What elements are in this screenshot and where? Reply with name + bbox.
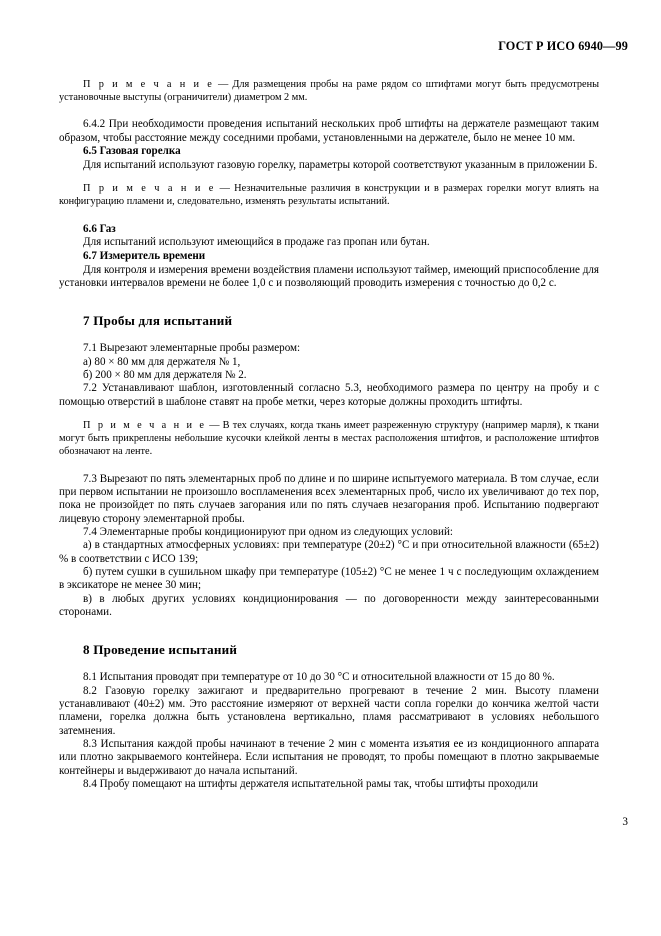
standard-designation: ГОСТ Р ИСО 6940—99 [498, 39, 628, 53]
clause-6-6: Для испытаний используют имеющийся в продаже газ пропан или бутан. [83, 236, 430, 249]
spacer [59, 172, 599, 182]
spacer [59, 209, 599, 223]
note-block [59, 182, 599, 208]
clause-8-4: 8.4 Пробу помещают на штифты держателя испытательной рамы так, чтобы штифты проходили [83, 778, 539, 791]
page-footer [59, 816, 628, 828]
clause-7-1-item-a: а) 80 × 80 мм для держателя № 1, [83, 355, 241, 368]
page-number: 3 [622, 816, 628, 828]
spacer [59, 328, 599, 342]
clause-7-4-item-v: в) в любых других условиях кондиционирования — по договоренности между заинтересованными сторонами. [59, 592, 599, 619]
heading-6-6: 6.6 Газ [83, 222, 116, 235]
heading-section-8: 8 Проведение испытаний [83, 642, 238, 658]
note-text: — Для размещения пробы на раме рядом со штифтами могут быть предусмотрены установочные выступы (ограничители) диаметром 2 мм. [59, 79, 599, 104]
clause-8-2: 8.2 Газовую горелку зажигают и предварительно прогревают в течение 2 мин. Высоту пламени устанавливают (40±2) мм. Это расстояние измеряют от верхней части сопла горелки до кончика желтой части пламени, горелка должна быть установлена вертикально, пламя рассматривают в условиях небольшого затемнения. [59, 684, 599, 737]
clause-7-4-item-b: б) путем сушки в сушильном шкафу при температуре (105±2) °С не менее 1 ч с последующим охлаждением в эксикаторе не менее 30 мин; [59, 566, 599, 592]
clause-6-7: Для контроля и измерения времени воздействия пламени используют таймер, имеющий приспособление для установки интервалов времени не более 1,0 с и позволяющий проводить измерения с точностью до 0,2 с. [59, 263, 599, 289]
clause-8-1: 8.1 Испытания проводят при температуре от 10 до 30 °С и относительной влажности от 15 до 80 %. [83, 671, 555, 684]
clause-7-2: 7.2 Устанавливают шаблон, изготовленный согласно 5.3, необходимого размера по центру на пробу и с помощью отверстий в шаблоне ставят на пробе метки, через которые должны проходить штифты. [59, 382, 599, 408]
page-body [59, 78, 599, 791]
spacer [59, 619, 599, 642]
heading-section-7: 7 Пробы для испытаний [83, 313, 233, 329]
spacer [59, 459, 599, 473]
page-header [57, 40, 628, 53]
clause-7-1: 7.1 Вырезают элементарные пробы размером: [83, 342, 301, 355]
note-text: — В тех случаях, когда ткань имеет разреженную структуру (например марля), к ткани могут быть прикреплены небольшие кусочки клейкой ленты в местах расположения штифтов, и расположение штифтов обозначают на ленте. [59, 419, 599, 458]
note-label: П р и м е ч а н и е [83, 183, 216, 195]
spacer [59, 290, 599, 313]
note-label: П р и м е ч а н и е [83, 79, 214, 90]
clause-6-4-2: 6.4.2 При необходимости проведения испытаний нескольких проб штифты на держателе размещают таким образом, чтобы расстояние между соседними пробами, установленными на держателе, было не менее 10 мм. [59, 118, 599, 144]
spacer [59, 657, 599, 671]
clause-8-3: 8.3 Испытания каждой пробы начинают в течение 2 мин с момента изъятия ее из кондиционного аппарата или плотно закрываемого контейнера. Если испытания не проводят, то пробы помещают в плотно закрываемые контейнеры и выдерживают до начала испытаний. [59, 738, 599, 777]
heading-6-7: 6.7 Измеритель времени [83, 249, 206, 262]
spacer [59, 409, 599, 419]
heading-6-5: 6.5 Газовая горелка [83, 145, 181, 158]
clause-7-3: 7.3 Вырезают по пять элементарных проб по длине и по ширине испытуемого материала. В том случае, если при первом испытании не произошло воспламенения всех элементарных проб, число их увеличивают до тех пор, пока не произойдет по пять случаев загорания или по пять случаев незагорания проб. Испытанию подвергают лицевую сторону элементарной пробы. [59, 472, 599, 525]
clause-6-5: Для испытаний используют газовую горелку, параметры которой соответствуют указанным в приложении Б. [83, 158, 598, 171]
note-block [59, 78, 599, 104]
clause-7-1-item-b: б) 200 × 80 мм для держателя № 2. [83, 368, 247, 381]
clause-7-4: 7.4 Элементарные пробы кондиционируют при одном из следующих условий: [83, 525, 453, 538]
clause-7-4-item-a: а) в стандартных атмосферных условиях: при температуре (20±2) °С и при относительной влажности (65±2) % в соответствии с ИСО 139; [59, 539, 599, 565]
note-label: П р и м е ч а н и е [83, 419, 207, 431]
spacer [59, 104, 599, 118]
note-text: — Незначительные различия в конструкции и в размерах горелки могут влиять на конфигурацию пламени и, следовательно, изменять результаты испытаний. [59, 183, 599, 208]
note-block [59, 419, 599, 459]
